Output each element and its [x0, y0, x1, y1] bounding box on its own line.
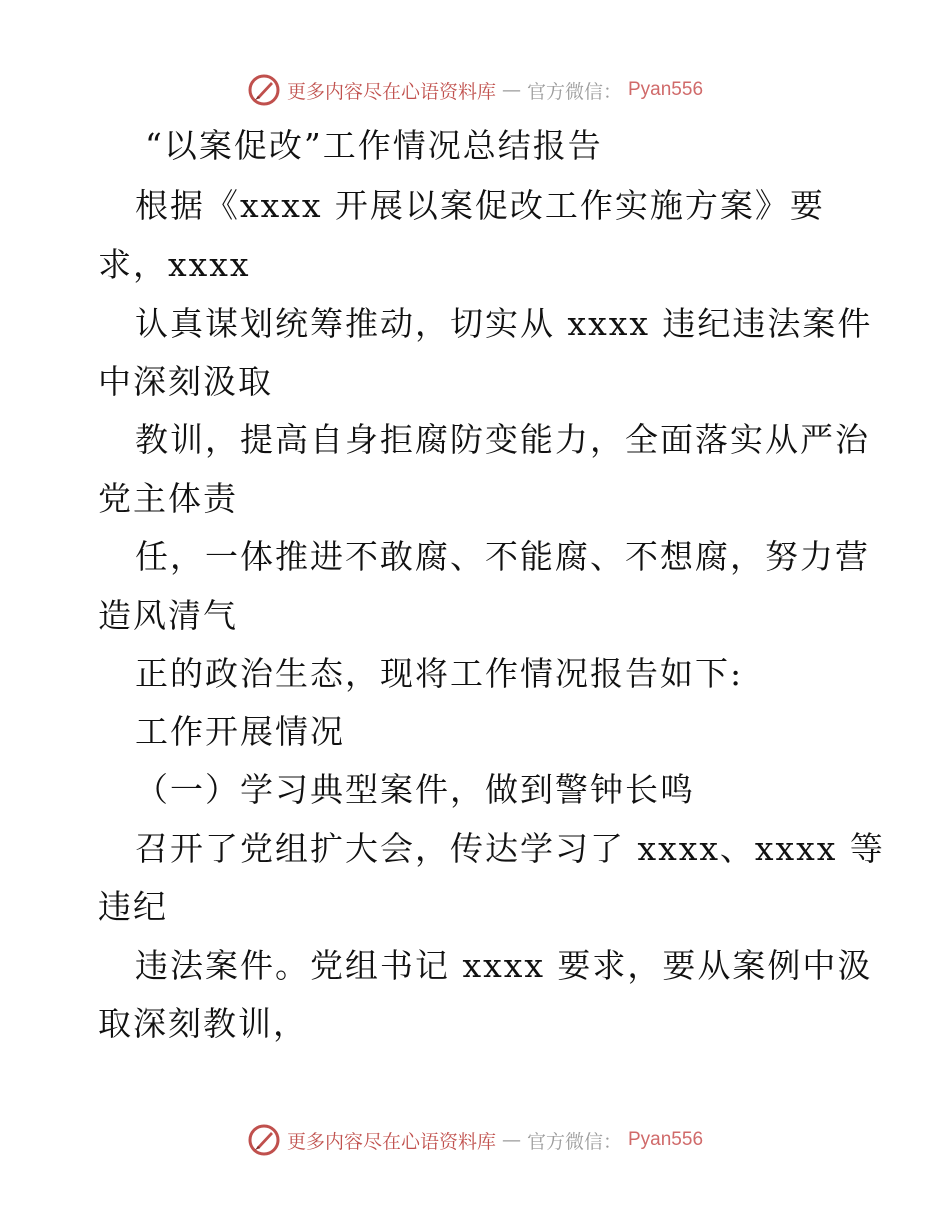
paragraph-line: 中深刻汲取 [98, 362, 273, 401]
footer-watermark-banner [0, 1120, 950, 1160]
banner-dash: — [501, 1129, 521, 1151]
banner-wechat-label: 官方微信： [526, 80, 622, 103]
banner-site-text: 更多内容尽在心语资料库 [286, 80, 496, 103]
paragraph-line: 正的政治生态，现将工作情况报告如下: [135, 654, 744, 693]
paragraph-line: 违法案件。党组书记 xxxx 要求，要从案例中汲 [135, 946, 873, 985]
paragraph-line: 认真谋划统筹推动，切实从 xxxx 违纪违法案件 [135, 304, 873, 343]
section-heading: 工作开展情况 [135, 712, 345, 751]
banner-wechat-id: Pyan556 [628, 1129, 704, 1150]
banner-dash: — [501, 79, 521, 101]
banner-site-text: 更多内容尽在心语资料库 [286, 1130, 496, 1153]
paragraph-line: 违纪 [98, 887, 168, 926]
paragraph-line: 党主体责 [98, 479, 238, 518]
quill-logo-icon [247, 1123, 281, 1157]
document-title: “以案促改”工作情况总结报告 [145, 126, 603, 165]
paragraph-line: 根据《xxxx 开展以案促改工作实施方案》要 [135, 186, 825, 225]
subsection-heading: （一）学习典型案件，做到警钟长鸣 [135, 770, 695, 809]
paragraph-line: 取深刻教训， [98, 1004, 308, 1043]
paragraph-line: 教训，提高自身拒腐防变能力，全面落实从严治 [135, 420, 870, 459]
paragraph-line: 求，xxxx [98, 245, 251, 284]
paragraph-line: 任，一体推进不敢腐、不能腐、不想腐，努力营 [135, 537, 870, 576]
banner-wechat-label: 官方微信： [526, 1130, 622, 1153]
paragraph-line: 造风清气 [98, 596, 238, 635]
paragraph-line: 召开了党组扩大会，传达学习了 xxxx、xxxx 等 [135, 829, 885, 868]
banner-wechat-id: Pyan556 [628, 79, 704, 100]
